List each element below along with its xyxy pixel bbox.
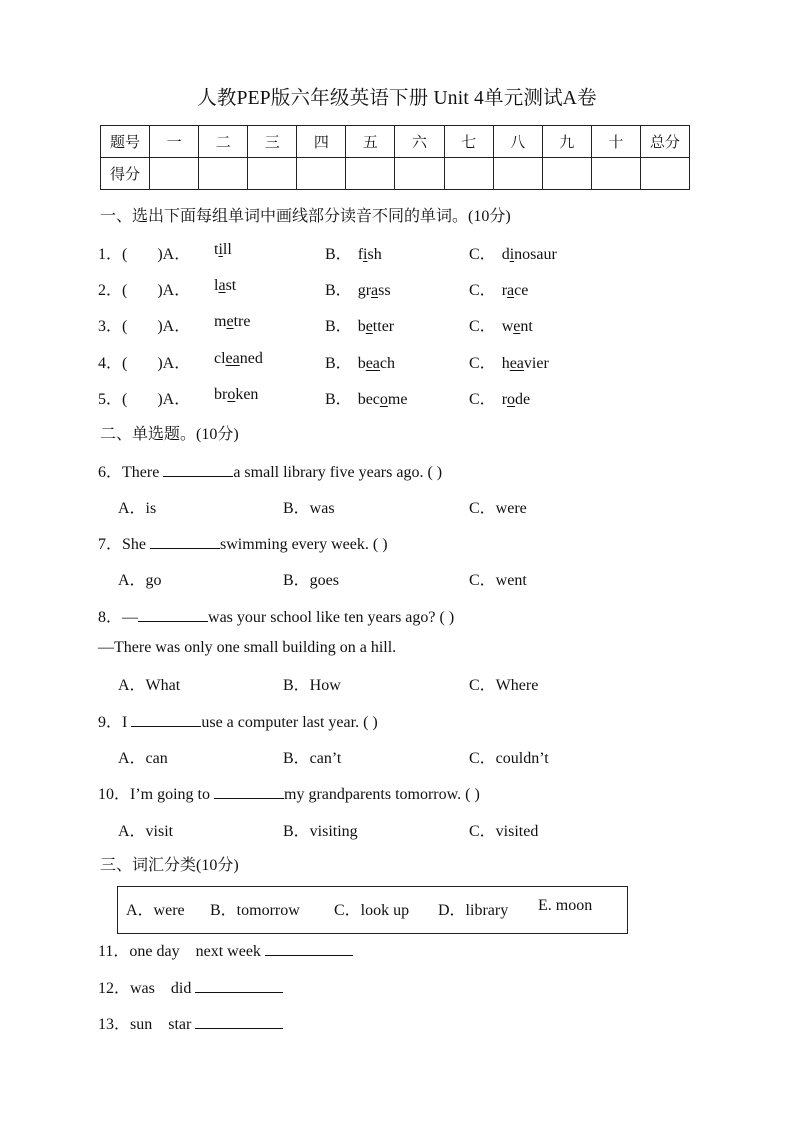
question-9-blank[interactable] (131, 710, 201, 727)
underlined-letters: i (363, 246, 368, 263)
option-c-label: C． (469, 355, 496, 372)
word-part: cl (214, 350, 226, 367)
q9-option-b[interactable]: B．can’t (283, 750, 342, 767)
item-number: 5．( (98, 391, 128, 408)
q7-option-c[interactable]: C．went (469, 572, 527, 589)
score-header-cell: 一 (150, 126, 199, 158)
word-part: ss (378, 282, 391, 299)
phonics-item-1-option-c[interactable] (469, 241, 557, 264)
option-b-label: B． (325, 282, 352, 299)
word-part: tter (372, 318, 395, 335)
q7-option-a[interactable]: A．go (118, 572, 162, 589)
word-part: r (501, 391, 508, 408)
word-part: f (357, 246, 364, 263)
word-part: ce (514, 282, 529, 299)
phonics-item-5-stem[interactable] (98, 386, 190, 409)
option-c-label: C． (469, 246, 496, 263)
word-part: ned (239, 350, 263, 367)
phonics-item-1-option-a[interactable] (214, 241, 232, 259)
item-number: 4．( (98, 355, 128, 372)
option-b-label: B． (325, 246, 352, 263)
phonics-item-2-option-c[interactable] (469, 277, 528, 300)
score-cell[interactable] (199, 158, 248, 190)
score-cell[interactable] (591, 158, 640, 190)
phonics-item-5-option-a[interactable] (214, 386, 258, 404)
q6-option-b[interactable]: B．was (283, 500, 335, 517)
section2-heading: 二、单选题。(10分) (100, 426, 239, 443)
score-cell[interactable] (248, 158, 297, 190)
score-table-score-row (101, 158, 690, 190)
question-10-tail: my grandparents tomorrow. ( ) (284, 786, 480, 803)
word-part: w (501, 318, 514, 335)
underlined-letters: o (227, 386, 236, 403)
word-part: l (214, 277, 219, 294)
underlined-letters: ea (365, 355, 380, 372)
score-header-cell: 八 (493, 126, 542, 158)
score-header-cell: 十 (591, 126, 640, 158)
word-part: br (214, 386, 228, 403)
option-c-label: C． (469, 318, 496, 335)
question-11-text: 11．one day next week (98, 943, 265, 960)
phonics-item-1-option-b[interactable] (325, 241, 382, 264)
underlined-letters: o (379, 391, 388, 408)
score-header-cell: 七 (444, 126, 493, 158)
item-number: 1．( (98, 246, 128, 263)
score-header-cell: 三 (248, 126, 297, 158)
phonics-item-5-option-c[interactable] (469, 386, 530, 409)
score-cell[interactable] (150, 158, 199, 190)
word-part: m (214, 313, 227, 330)
phonics-item-3-option-c[interactable] (469, 313, 533, 336)
phonics-item-2-stem[interactable] (98, 277, 190, 300)
section1-heading: 一、选出下面每组单词中画线部分读音不同的单词。(10分) (100, 208, 511, 225)
score-header-cell: 四 (297, 126, 346, 158)
score-header-cell: 题号 (101, 126, 150, 158)
phonics-item-3-stem[interactable] (98, 313, 190, 336)
score-cell[interactable] (395, 158, 444, 190)
word-bank-item: A．were (126, 902, 185, 919)
question-6-tail: a small library five years ago. ( ) (233, 464, 443, 481)
question-7-stem: 7．She (98, 536, 151, 553)
score-table (100, 125, 690, 190)
phonics-item-3-option-b[interactable] (325, 313, 394, 336)
question-6 (98, 459, 442, 482)
phonics-item-2-option-b[interactable] (325, 277, 391, 300)
item-option-a-label: )A． (157, 391, 191, 408)
word-part: vier (523, 355, 549, 372)
item-option-a-label: )A． (157, 355, 191, 372)
question-12 (98, 975, 283, 998)
option-c-label: C． (469, 391, 496, 408)
word-part: d (501, 246, 510, 263)
question-11-blank[interactable] (265, 939, 353, 956)
question-8 (98, 604, 454, 627)
score-header-cell: 九 (542, 126, 591, 158)
phonics-item-5-option-b[interactable] (325, 386, 407, 409)
item-option-a-label: )A． (157, 318, 191, 335)
q7-option-b[interactable]: B．goes (283, 572, 340, 589)
underlined-letters: i (218, 241, 223, 258)
word-part: b (357, 318, 366, 335)
word-part: st (225, 277, 237, 294)
question-9-stem: 9．I (98, 714, 132, 731)
score-table-header-row (101, 126, 690, 158)
word-part: t (214, 241, 219, 258)
q10-option-b[interactable]: B．visiting (283, 823, 358, 840)
question-6-blank[interactable] (163, 460, 233, 477)
underlined-letters: o (507, 391, 516, 408)
underlined-letters: a (371, 282, 379, 299)
underlined-letters: e (365, 318, 373, 335)
question-8-blank[interactable] (138, 605, 208, 622)
underlined-letters: a (507, 282, 515, 299)
word-part: sh (367, 246, 382, 263)
question-10 (98, 781, 480, 804)
question-7 (98, 531, 388, 554)
question-8-stem: 8．— (98, 609, 139, 626)
q6-option-c[interactable]: C．were (469, 500, 527, 517)
question-12-text: 12．was did (98, 980, 196, 997)
q9-option-a[interactable]: A．can (118, 750, 168, 767)
word-part: ll (222, 241, 232, 258)
question-13-text: 13．sun star (98, 1016, 196, 1033)
question-6-stem: 6．There (98, 464, 164, 481)
question-12-blank[interactable] (195, 976, 283, 993)
score-row-label: 得分 (101, 158, 150, 190)
page-title: 人教PEP版六年级英语下册 Unit 4单元测试A卷 (197, 88, 597, 109)
question-13-blank[interactable] (195, 1012, 283, 1029)
score-cell[interactable] (542, 158, 591, 190)
q10-option-c[interactable]: C．visited (469, 823, 539, 840)
option-c-label: C． (469, 282, 496, 299)
phonics-item-1-stem[interactable] (98, 241, 190, 264)
phonics-item-2-option-a[interactable] (214, 277, 236, 295)
score-header-cell: 六 (395, 126, 444, 158)
word-part: tre (233, 313, 251, 330)
option-b-label: B． (325, 355, 352, 372)
underlined-letters: ea (509, 355, 524, 372)
question-11 (98, 938, 353, 961)
word-bank-item: E. moon (538, 897, 593, 914)
item-number: 3．( (98, 318, 128, 335)
underlined-letters: e (513, 318, 521, 335)
question-7-tail: swimming every week. ( ) (220, 536, 388, 553)
underlined-letters: ea (225, 350, 240, 367)
underlined-letters: e (226, 313, 234, 330)
option-b-label: B． (325, 318, 352, 335)
word-part: b (357, 355, 366, 372)
word-bank-box (117, 886, 628, 934)
phonics-item-4-stem[interactable] (98, 350, 190, 373)
question-8-tail: was your school like ten years ago? ( ) (208, 609, 455, 626)
item-number: 2．( (98, 282, 128, 299)
word-part: r (501, 282, 508, 299)
word-bank-item: D．library (438, 902, 509, 919)
score-header-cell: 总分 (640, 126, 689, 158)
q8-option-a[interactable]: A．What (118, 677, 181, 694)
q9-option-c[interactable]: C．couldn’t (469, 750, 549, 767)
word-part: ch (379, 355, 395, 372)
underlined-letters: a (218, 277, 226, 294)
word-bank-item: C．look up (334, 902, 410, 919)
word-part: ken (235, 386, 259, 403)
phonics-item-4-option-c[interactable] (469, 350, 549, 373)
q8-option-b[interactable]: B．How (283, 677, 341, 694)
score-cell[interactable] (444, 158, 493, 190)
section3-heading: 三、词汇分类(10分) (100, 857, 239, 874)
score-header-cell: 二 (199, 126, 248, 158)
q8-option-c[interactable]: C．Where (469, 677, 539, 694)
word-part: de (515, 391, 531, 408)
question-13 (98, 1011, 283, 1034)
question-10-blank[interactable] (214, 782, 284, 799)
q6-option-a[interactable]: A．is (118, 500, 157, 517)
score-cell[interactable] (493, 158, 542, 190)
question-10-stem: 10．I’m going to (98, 786, 214, 803)
question-9 (98, 709, 378, 732)
score-cell[interactable] (297, 158, 346, 190)
score-cell[interactable] (346, 158, 395, 190)
question-7-blank[interactable] (150, 532, 220, 549)
word-bank-item: B．tomorrow (210, 902, 300, 919)
score-cell[interactable] (640, 158, 689, 190)
underlined-letters: i (509, 246, 515, 263)
option-b-label: B． (325, 391, 352, 408)
phonics-item-3-option-a[interactable] (214, 313, 250, 331)
q10-option-a[interactable]: A．visit (118, 823, 174, 840)
phonics-item-4-option-a[interactable] (214, 350, 263, 368)
item-option-a-label: )A． (157, 246, 191, 263)
question-9-tail: use a computer last year. ( ) (201, 714, 378, 731)
word-part: me (387, 391, 408, 408)
word-part: h (501, 355, 510, 372)
item-option-a-label: )A． (157, 282, 191, 299)
score-header-cell: 五 (346, 126, 395, 158)
word-part: bec (357, 391, 380, 408)
phonics-item-4-option-b[interactable] (325, 350, 395, 373)
question-8-reply: —There was only one small building on a hill. (98, 639, 397, 656)
word-part: gr (357, 282, 372, 299)
word-part: nosaur (514, 246, 557, 263)
word-part: nt (520, 318, 533, 335)
